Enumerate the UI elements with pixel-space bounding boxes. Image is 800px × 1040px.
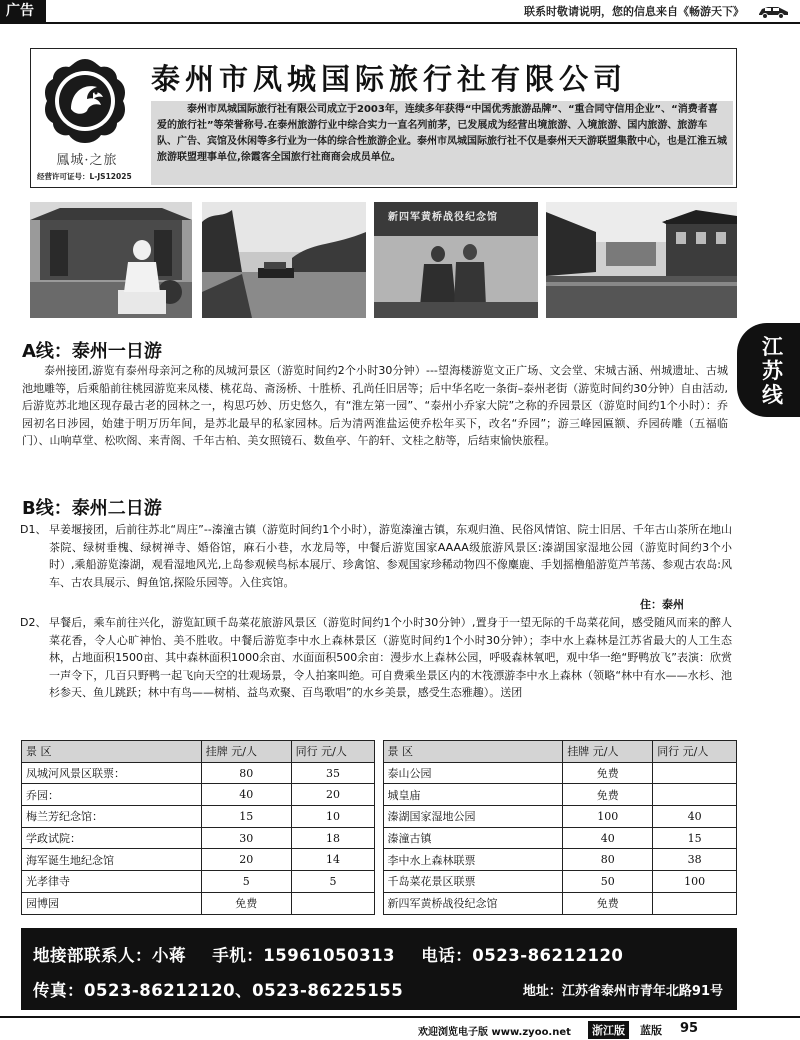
agent-price <box>653 892 737 914</box>
contact-fax: 传真：0523-86212120、0523-86225155 <box>33 981 404 1000</box>
price-table <box>21 740 737 915</box>
agent-price: 100 <box>653 871 737 893</box>
scenic-name: 城皇庙 <box>383 784 563 806</box>
agent-price: 40 <box>653 806 737 828</box>
list-price: 40 <box>563 827 653 849</box>
header-scenic: 景 区 <box>22 741 202 763</box>
table-row <box>22 762 737 784</box>
table-gap <box>375 784 383 806</box>
scenic-name: 学政试院： <box>22 827 202 849</box>
list-price: 免费 <box>201 892 291 914</box>
table-gap <box>375 741 383 763</box>
table-gap <box>375 806 383 828</box>
day-1-label: D1、 <box>20 523 47 536</box>
agent-price: 15 <box>653 827 737 849</box>
contact-bar <box>21 928 737 1010</box>
list-price: 免费 <box>563 892 653 914</box>
table-gap <box>375 849 383 871</box>
table-row <box>22 827 737 849</box>
agent-price: 38 <box>653 849 737 871</box>
header-scenic: 景 区 <box>383 741 563 763</box>
scenic-name: 光孝律寺 <box>22 871 202 893</box>
table-row <box>22 806 737 828</box>
list-price: 80 <box>201 762 291 784</box>
agent-price: 20 <box>291 784 375 806</box>
list-price: 50 <box>563 871 653 893</box>
scenic-name: 新四军黄桥战役纪念馆 <box>383 892 563 914</box>
river-photo-icon <box>202 202 366 318</box>
source-note: 联系时敬请说明，您的信息来自《畅游天下》 <box>524 5 744 18</box>
route-b-title: B线：泰州二日游 <box>22 498 162 519</box>
contact-line-1 <box>33 942 643 966</box>
table-gap <box>375 892 383 914</box>
photo-strip <box>30 202 737 318</box>
page-number: 95 <box>680 1021 699 1036</box>
list-price: 15 <box>201 806 291 828</box>
scenic-name: 海军诞生地纪念馆 <box>22 849 202 871</box>
ad-label: 广告 <box>0 0 46 22</box>
header-agent-price: 同行 元/人 <box>653 741 737 763</box>
agent-price: 18 <box>291 827 375 849</box>
day-1-stay: 住：泰州 <box>640 598 684 611</box>
header-list-price: 挂牌 元/人 <box>201 741 291 763</box>
logo-text: 鳳城·之旅 <box>56 153 118 168</box>
watertown-photo-icon <box>546 202 737 318</box>
memorial-photo-caption: 新四军黄桥战役纪念馆 <box>388 212 498 223</box>
list-price: 5 <box>201 871 291 893</box>
list-price: 80 <box>563 849 653 871</box>
license-number: 经营许可证号：L-JS12025 <box>37 172 132 181</box>
list-price: 100 <box>563 806 653 828</box>
footer-website: 欢迎浏览电子版 www.zyoo.net <box>418 1027 571 1038</box>
list-price: 20 <box>201 849 291 871</box>
scenic-name: 泰山公园 <box>383 762 563 784</box>
side-tab-char-2: 苏 <box>762 359 783 383</box>
route-a-description: 泰州接团,游览有泰州母亲河之称的凤城河景区（游览时间约2个小时30分钟）---望海楼游览文正广场、文会堂、宋城古涵、州城遗址、古城池地雕等，后乘船前往桃园游览来凤楼、桃花岛、斋汤桥、十胜桥、孔尚任旧居等；后中华名吃一条街–泰州老街（游览时间约30分钟）自由活动,后游览苏北地区现存最古老的园林之一，构思巧妙、历史悠久，有“淮左第一园”、“泰州小乔家大院”之称的乔园景区（游览时间约1个小时）：乔园初名日涉园，始建于明万历年间，是苏北最早的私家园林。后为清两淮盐运使乔松年买下，改名“乔园”；游三峰园匾额、乔园砖雕（五福临门）、山响草堂、松吹阁、来青阁、千年古柏、美女照镜石、数鱼亭、午韵轩、文桂之舫等，后结束愉快旅程。 <box>22 364 728 447</box>
price-table-header <box>22 741 737 763</box>
day-2-text: 早餐后，乘车前往兴化，游览缸顾千岛菜花旅游风景区（游览时间约1个小时30分钟）,置身于一望无际的千岛菜花间，感受随风而来的醉人菜花香，令人心旷神怡、美不胜收。中餐后游览李中水上森林景区（游览时间约1个小时30分钟）；李中水上森林是江苏省最大的人工生态林，占地面积1500亩、其中森林面积1000余亩、水面面积500余亩：漫步水上森林公园，呼吸森林氧吧，观中华一绝“野鸭放飞”表演：欣赏一声令下，几百只野鸭一起飞向天空的壮观场景，令人拍案叫绝。可自费乘坐景区内的木筏漂游李中水上森林（领略“林中有水——水杉、池杉参天、鱼儿跳跃；林中有鸟——树梢、益鸟欢聚、百鸟歌唱”的水乡美景，感受生态雅趣）。送团 <box>49 616 732 699</box>
header-agent-price: 同行 元/人 <box>291 741 375 763</box>
route-a-title: A线：泰州一日游 <box>22 341 162 362</box>
table-row <box>22 784 737 806</box>
table-gap <box>375 871 383 893</box>
scenic-name: 溱潼古镇 <box>383 827 563 849</box>
table-row <box>22 849 737 871</box>
scenic-name: 凤城河风景区联票： <box>22 762 202 784</box>
edition-badge: 浙江版 <box>588 1021 629 1039</box>
company-description: 泰州市凤城国际旅行社有限公司成立于2003年，连续多年获得“中国优秀旅游品牌”、“重合同守信用企业”、“消费者喜爱的旅行社”等荣誉称号.在泰州旅游行业中综合实力一直名列前茅，已发展成为经营出境旅游、入境旅游、国内旅游、旅游车队、广告、宾馆及休闲等多行业为一体的综合性旅游企业。泰州市凤城国际旅行社不仅是泰州天天游联盟集散中心，也是江淮五城旅游联盟理事单位,徐霞客全国旅行社商商会成员单位。 <box>151 101 733 185</box>
contact-line-2 <box>33 977 423 1001</box>
side-tab-char-3: 线 <box>762 383 783 407</box>
list-price: 免费 <box>563 762 653 784</box>
memorial-statue-photo <box>30 202 192 318</box>
day-2-label: D2、 <box>20 616 47 629</box>
company-name: 泰州市凤城国际旅行社有限公司 <box>151 62 628 96</box>
scenic-name: 梅兰芳纪念馆： <box>22 806 202 828</box>
car-icon <box>756 3 790 19</box>
agent-price <box>653 762 737 784</box>
contact-address: 地址：江苏省泰州市青年北路91号 <box>522 984 723 999</box>
statue-photo-icon <box>30 202 192 318</box>
company-header <box>30 48 737 188</box>
scenic-name: 溱湖国家湿地公园 <box>383 806 563 828</box>
agent-price: 10 <box>291 806 375 828</box>
battle-memorial-photo <box>374 202 538 318</box>
header-list-price: 挂牌 元/人 <box>563 741 653 763</box>
contact-person: 地接部联系人：小蒋 <box>33 946 186 965</box>
phoenix-logo-icon <box>41 57 129 145</box>
contact-mobile: 手机：15961050313 <box>212 946 396 965</box>
scenic-name: 园博园 <box>22 892 202 914</box>
edition-color: 蓝版 <box>640 1024 662 1037</box>
agent-price: 35 <box>291 762 375 784</box>
agent-price: 14 <box>291 849 375 871</box>
agent-price: 5 <box>291 871 375 893</box>
page-footer <box>0 1016 800 1040</box>
table-gap <box>375 762 383 784</box>
day-1-text: 早姜堰接团，后前往苏北“周庄”--溱潼古镇（游览时间约1个小时），游览溱潼古镇，东观归渔、民俗风情馆、院士旧居、千年古山茶所在地山茶院、绿树垂槐、绿树禅寺、婚俗馆，麻石小巷，水龙局等，中餐后游览国家AAAA级旅游风景区:溱湖国家湿地公园（游览时间约3个小时）,乘船游览溱湖，观看湿地风光,上岛参观候鸟标本展厅、珍禽馆、参观国家珍稀动物四不像麋鹿、手划摇橹船游览芦苇荡、参观古农岛:风车、古农具展示、鲟鱼馆,探险乐园等。入住宾馆。 <box>49 523 732 589</box>
scenic-name: 李中水上森林联票 <box>383 849 563 871</box>
company-logo <box>37 57 137 185</box>
agent-price <box>291 892 375 914</box>
river-boat-photo <box>202 202 366 318</box>
water-town-photo <box>546 202 737 318</box>
scenic-name: 乔园： <box>22 784 202 806</box>
top-bar <box>0 0 800 24</box>
agent-price <box>653 784 737 806</box>
scenic-name: 千岛菜花景区联票 <box>383 871 563 893</box>
jiangsu-route-tab <box>737 323 800 417</box>
contact-phone: 电话：0523-86212120 <box>421 946 624 965</box>
table-row <box>22 892 737 914</box>
table-gap <box>375 827 383 849</box>
list-price: 40 <box>201 784 291 806</box>
list-price: 免费 <box>563 784 653 806</box>
table-row <box>22 871 737 893</box>
side-tab-char-1: 江 <box>762 335 783 359</box>
list-price: 30 <box>201 827 291 849</box>
